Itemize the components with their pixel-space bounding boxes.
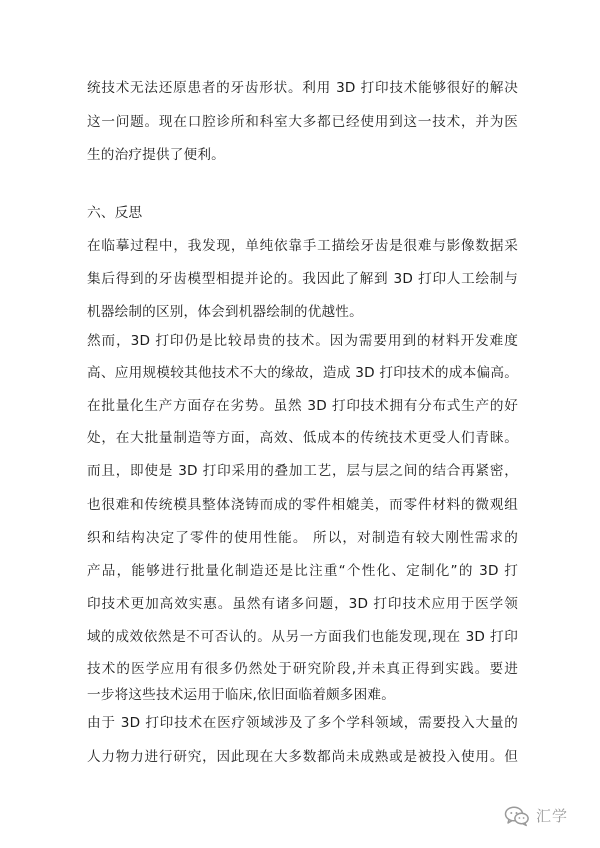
body-line: 织和结构决定了零件的使用性能。 所以，对制造有较大刚性需求的: [87, 530, 518, 546]
watermark-label: 汇学: [536, 807, 569, 825]
body-line: 一步将这些技术运用于临床,依旧面临着颇多困难。: [87, 687, 395, 703]
body-line: 高、应用规模较其他技术不大的缘故，造成 3D 打印技术的成本偏高。: [87, 365, 518, 381]
body-line: 而且，即使是 3D 打印采用的叠加工艺，层与层之间的结合再紧密，: [87, 463, 518, 479]
body-line: 在批量化生产方面存在劣势。虽然 3D 打印技术拥有分布式生产的好: [87, 398, 518, 414]
body-line: 印技术更加高效实惠。虽然有诸多问题，3D 打印技术应用于医学领: [87, 596, 518, 612]
body-line: 这一问题。现在口腔诊所和科室大多都已经使用到这一技术，并为医: [87, 114, 518, 130]
body-line: 产品，能够进行批量化制造还是比注重“个性化、定制化”的 3D 打: [87, 563, 518, 579]
body-line: 生的治疗提供了便利。: [87, 147, 225, 163]
body-line: 人力物力进行研究，因此现在大多数都尚未成熟或是被投入使用。但: [87, 749, 518, 765]
body-line: 技术的医学应用有很多仍然处于研究阶段,并未真正得到实践。要进: [87, 661, 518, 677]
section-heading: 六、反思: [87, 205, 143, 221]
body-line: 域的成效依然是不可否认的。从另一方面我们也能发现,现在 3D 打印: [87, 629, 518, 645]
body-line: 在临摹过程中，我发现，单纯依靠手工描绘牙齿是很难与影像数据采: [87, 238, 518, 254]
body-line: 也很难和传统模具整体浇铸而成的零件相媲美，而零件材料的微观组: [87, 497, 518, 513]
body-line: 集后得到的牙齿模型相提并论的。我因此了解到 3D 打印人工绘制与: [87, 271, 518, 287]
body-line: 由于 3D 打印技术在医疗领域涉及了多个学科领域，需要投入大量的: [87, 715, 518, 731]
body-line: 然而，3D 打印仍是比较昂贵的技术。因为需要用到的材料开发难度: [87, 333, 518, 349]
body-line: 机器绘制的区别，体会到机器绘制的优越性。: [87, 304, 363, 320]
watermark: [504, 804, 568, 828]
wechat-icon: [504, 805, 530, 827]
body-line: 处，在大批量制造等方面，高效、低成本的传统技术更受人们青睐。: [87, 430, 518, 446]
body-line: 统技术无法还原患者的牙齿形状。利用 3D 打印技术能够很好的解决: [87, 80, 518, 96]
